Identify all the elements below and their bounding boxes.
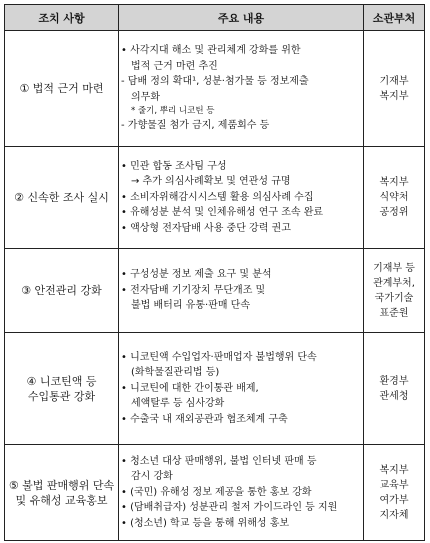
content-line: • 소비자위해감시시스템 활용 의심사례 수집 bbox=[121, 191, 314, 203]
row-category bbox=[5, 31, 119, 147]
content-line: • 청소년 대상 판매행위, 불법 인터넷 판매 등 bbox=[121, 455, 317, 467]
table-row bbox=[5, 249, 425, 333]
row-category bbox=[5, 249, 119, 333]
row-department bbox=[364, 333, 425, 445]
content-line: • 민관 합동 조사팀 구성 bbox=[121, 160, 227, 172]
content-line: • 사각지대 해소 및 관리체계 강화를 위한 bbox=[121, 45, 301, 57]
table-row bbox=[5, 31, 425, 147]
department-name: 관세청 bbox=[379, 390, 409, 402]
row-department bbox=[364, 31, 425, 147]
measures-table bbox=[4, 4, 425, 541]
header-category: 조치 사항 bbox=[5, 5, 119, 31]
content-line: • 니코틴에 대한 간이통관 배제, bbox=[121, 382, 259, 394]
department-name: 지자체 bbox=[379, 509, 409, 521]
department-name: 여가부 bbox=[379, 494, 409, 506]
table-body bbox=[5, 31, 425, 541]
row-content bbox=[119, 445, 364, 541]
table-row bbox=[5, 333, 425, 445]
header-department: 소관부처 bbox=[364, 5, 425, 31]
department-name: 복지부 bbox=[379, 464, 409, 476]
category-label: 수입통관 강화 bbox=[27, 389, 96, 403]
content-line: 감시 강화 bbox=[131, 471, 173, 483]
table-row bbox=[5, 445, 425, 541]
content-line: • 수출국 내 재외공관과 협조체계 구축 bbox=[121, 413, 288, 425]
department-name: 복지부 bbox=[379, 177, 409, 188]
content-line: - 담배 정의 확대¹, 성분·첨가물 등 정보제출 bbox=[121, 76, 309, 88]
content-line: • (담배취급자) 성분관리 철저 가이드라인 등 지원 bbox=[121, 502, 338, 514]
content-line: • 전자담배 기기장치 무단개조 및 bbox=[121, 284, 266, 296]
row-content bbox=[119, 31, 364, 147]
header-content: 주요 내용 bbox=[119, 5, 364, 31]
content-line: • 액상형 전자담배 사용 중단 강력 권고 bbox=[121, 222, 291, 234]
row-content bbox=[119, 147, 364, 249]
department-name: 국가기술 bbox=[374, 292, 414, 304]
content-line: • 유해성분 분석 및 인체유해성 연구 조속 완료 bbox=[121, 207, 324, 219]
row-department bbox=[364, 445, 425, 541]
category-label: ③ 안전관리 강화 bbox=[21, 284, 102, 297]
content-line: → 추가 의심사례확보 및 연관성 규명 bbox=[131, 176, 291, 188]
category-label: ④ 니코틴액 등 bbox=[26, 374, 97, 388]
content-line: 의무화 bbox=[131, 91, 160, 103]
content-line: - 가향물질 첨가 금지, 제품회수 등 bbox=[121, 120, 270, 132]
department-name: 관계부처, bbox=[373, 277, 415, 289]
content-line: (화학물질관리법 등) bbox=[131, 367, 220, 379]
row-category bbox=[5, 445, 119, 541]
row-category bbox=[5, 147, 119, 249]
department-name: 기재부 bbox=[379, 75, 409, 87]
header-row bbox=[5, 5, 425, 31]
category-label: 및 유해성 교육홍보 bbox=[15, 493, 108, 507]
content-line: 세액탈루 등 심사강화 bbox=[131, 398, 225, 410]
department-name: 공정위 bbox=[379, 207, 409, 218]
department-name: 환경부 bbox=[379, 375, 409, 387]
row-department bbox=[364, 249, 425, 333]
row-content bbox=[119, 333, 364, 445]
content-line: 불법 배터리 유통·판매 단속 bbox=[131, 300, 250, 312]
department-name: 교육부 bbox=[379, 479, 409, 491]
category-label: ⑤ 불법 판매행위 단속 bbox=[8, 478, 115, 492]
content-line: • 구성성분 정보 제출 요구 및 분석 bbox=[121, 269, 272, 281]
row-department bbox=[364, 147, 425, 249]
category-label: ② 신속한 조사 실시 bbox=[14, 191, 109, 204]
category-label: ① 법적 근거 마련 bbox=[19, 82, 104, 95]
table-row bbox=[5, 147, 425, 249]
content-line: • 니코틴액 수입업자·판매업자 불법행위 단속 bbox=[121, 351, 317, 363]
department-name: 기재부 등 bbox=[373, 262, 415, 274]
department-name: 복지부 bbox=[379, 90, 409, 102]
footnote-line: * 줄기, 뿌리 니코틴 등 bbox=[131, 106, 215, 117]
content-line: • (청소년) 학교 등을 통해 위해성 홍보 bbox=[121, 517, 290, 529]
row-category bbox=[5, 333, 119, 445]
row-content bbox=[119, 249, 364, 333]
content-line: • (국민) 유해성 정보 제공을 통한 홍보 강화 bbox=[121, 486, 312, 498]
department-name: 표준원 bbox=[379, 307, 409, 319]
content-line: 법적 근거 마련 추진 bbox=[131, 60, 218, 72]
department-name: 식약처 bbox=[379, 192, 409, 203]
